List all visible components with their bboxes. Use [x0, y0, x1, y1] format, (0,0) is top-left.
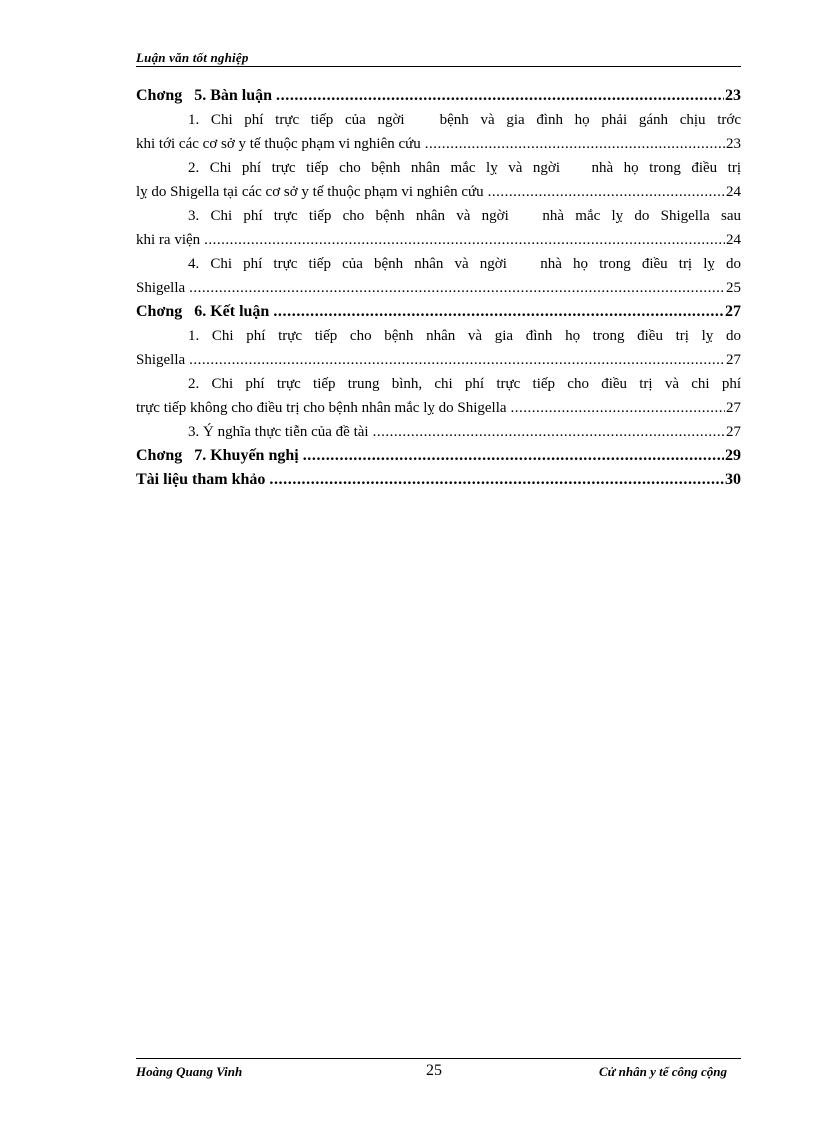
toc-chapter-entry — [136, 444, 741, 468]
page-header — [136, 50, 741, 67]
toc-entry-label: 4. Chi phí trực tiếp của bệnh nhân và ngời nhà họ trong điều trị lỵ do — [188, 256, 741, 272]
toc-section-entry — [136, 252, 741, 276]
toc-chapter-entry — [136, 300, 741, 324]
toc-section-entry — [136, 204, 741, 228]
toc-page-number: 27 — [725, 303, 741, 320]
toc-section-entry — [136, 180, 741, 204]
toc-dot-leader — [511, 396, 725, 420]
toc-section-entry — [136, 108, 741, 132]
toc-entry-label: trực tiếp không cho điều trị cho bệnh nhân mắc lỵ do Shigella — [136, 400, 507, 416]
toc-entry-label: 2. Chi phí trực tiếp trung bình, chi phí trực tiếp cho điều trị và chi phí — [188, 376, 741, 392]
toc-section-entry — [136, 156, 741, 180]
toc-chapter-entry — [136, 84, 741, 108]
toc-entry-label: 1. Chi phí trực tiếp cho bệnh nhân và gia đình họ trong điều trị lỵ do — [188, 328, 741, 344]
toc-page-number: 29 — [725, 447, 741, 464]
toc-dot-leader — [303, 444, 724, 468]
table-of-contents — [136, 84, 741, 492]
toc-dot-leader — [189, 276, 725, 300]
toc-section-entry — [136, 396, 741, 420]
toc-page-number: 25 — [726, 280, 741, 296]
toc-section-entry — [136, 372, 741, 396]
footer-author: Hoàng Quang Vinh — [136, 1064, 243, 1079]
toc-entry-label: Shigella — [136, 280, 186, 296]
toc-page-number: 30 — [725, 471, 741, 488]
page-footer — [136, 1058, 741, 1089]
toc-dot-leader — [488, 180, 725, 204]
toc-entry-label: khi ra viện — [136, 232, 201, 248]
footer-page-number: 25 — [426, 1062, 442, 1079]
header-title: Luận văn tốt nghiệp — [136, 50, 249, 65]
toc-dot-leader — [189, 348, 725, 372]
toc-page-number: 24 — [726, 184, 741, 200]
toc-page-number: 23 — [725, 87, 741, 104]
toc-entry-label: Chơng 5. Bàn luận — [136, 87, 273, 104]
toc-entry-label: Shigella — [136, 352, 186, 368]
toc-entry-label: lỵ do Shigella tại các cơ sở y tế thuộc phạm vi nghiên cứu — [136, 184, 484, 200]
toc-chapter-entry — [136, 468, 741, 492]
toc-dot-leader — [273, 300, 724, 324]
toc-entry-label: 1. Chi phí trực tiếp của ngời bệnh và gia đình họ phải gánh chịu trớc — [188, 112, 741, 128]
toc-dot-leader — [425, 132, 725, 156]
toc-entry-label: khi tới các cơ sở y tế thuộc phạm vi nghiên cứu — [136, 136, 421, 152]
toc-page-number: 27 — [726, 400, 741, 416]
toc-dot-leader — [276, 84, 724, 108]
toc-entry-label: Chơng 6. Kết luận — [136, 303, 270, 320]
toc-entry-label: Tài liệu tham khảo — [136, 471, 266, 488]
toc-dot-leader — [204, 228, 725, 252]
toc-entry-label: 2. Chi phí trực tiếp cho bệnh nhân mắc lỵ và ngời nhà họ trong điều trị — [188, 160, 741, 176]
toc-section-entry — [136, 348, 741, 372]
toc-entry-label: 3. Ý nghĩa thực tiễn của đề tài — [188, 424, 369, 440]
toc-page-number: 27 — [726, 424, 741, 440]
toc-section-entry — [136, 324, 741, 348]
toc-entry-label: Chơng 7. Khuyến nghị — [136, 447, 299, 464]
toc-section-entry — [136, 420, 741, 444]
toc-section-entry — [136, 276, 741, 300]
toc-entry-label: 3. Chi phí trực tiếp cho bệnh nhân và ngời nhà mắc lỵ do Shigella sau — [188, 208, 741, 224]
toc-dot-leader — [373, 420, 725, 444]
toc-section-entry — [136, 228, 741, 252]
toc-section-entry — [136, 132, 741, 156]
toc-page-number: 23 — [726, 136, 741, 152]
toc-dot-leader — [269, 468, 724, 492]
toc-page-number: 24 — [726, 232, 741, 248]
toc-page-number: 27 — [726, 352, 741, 368]
footer-degree: Cử nhân y tế công cộng — [598, 1064, 727, 1079]
